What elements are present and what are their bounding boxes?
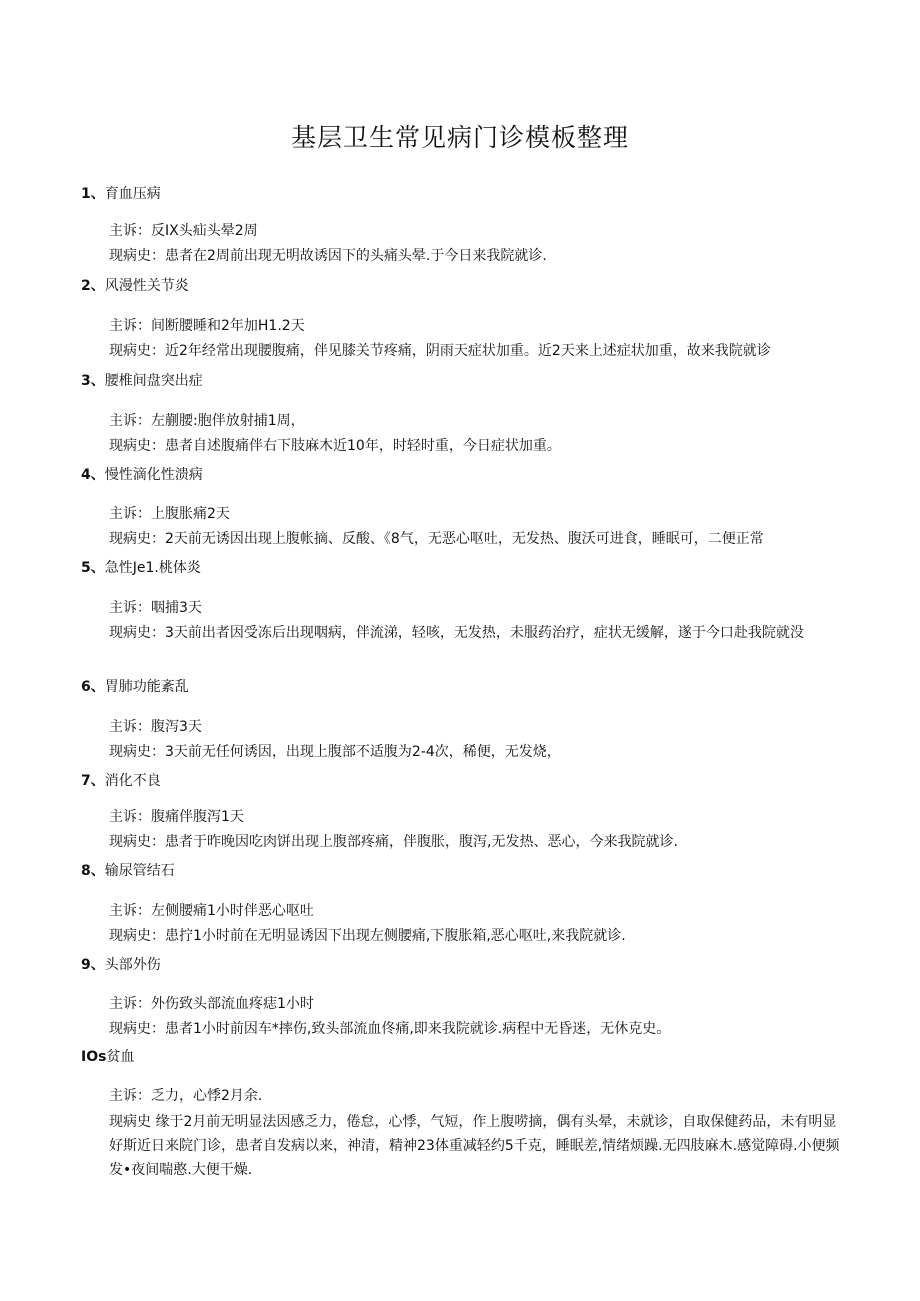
present-history: 现病史：3天前无任何诱因，出现上腹部不适腹为2-4次，稀便，无发烧， [109, 744, 561, 760]
present-history: 现病史：2天前无诱因出现上腹帐摘、反酸、《8气，无恶心呕吐，无发热、腹沃可进食，睡眠可，二便正常 [109, 531, 764, 547]
present-history: 现病史：患者在2周前出现无明故诱因下的头痛头晕.于今日来我院就诊. [109, 248, 547, 264]
entry-name: 贫血 [106, 1049, 135, 1065]
chief-complaint: 主诉：腹泻3天 [109, 719, 202, 735]
entry-name: 输尿管结石 [104, 863, 175, 879]
entry-name: 消化不良 [104, 773, 161, 789]
present-history: 现病史：近2年经常出现腰腹痛，伴见膝关节疼痛，阴雨天症状加重。近2天来上述症状加重，故来我院就诊 [109, 343, 771, 359]
chief-complaint: 主诉：左侧腰痛1小时伴恶心呕吐 [109, 903, 314, 919]
present-history: 现病史：患者于昨晚因吃肉饼出现上腹部疼痛，伴腹胀，腹泻,无发热、恶心，今来我院就诊. [109, 834, 678, 850]
entry-name: 风漫性关节炎 [104, 278, 189, 294]
entry-heading [81, 371, 203, 391]
entry-heading [81, 1047, 134, 1067]
entry-heading [81, 465, 203, 485]
entry-heading [81, 861, 175, 881]
entry-number: 7、 [81, 773, 105, 789]
entry-heading [81, 955, 161, 975]
entry-name: 腰椎间盘突出症 [104, 373, 203, 389]
chief-complaint: 主诉：间断腰睡和2年加H1.2天 [109, 318, 305, 334]
entry-name: 胃肺功能紊乱 [104, 679, 189, 695]
chief-complaint: 主诉：上腹胀痛2天 [109, 506, 230, 522]
entry-name: 育血压病 [104, 186, 161, 202]
present-history: 现病史：患者1小时前因车*摔伤,致头部流血佟痛,即来我院就诊.病程中无昏迷，无休克史。 [109, 1021, 671, 1037]
entry-heading [81, 184, 161, 204]
chief-complaint: 主诉：乏力，心悸2月余. [109, 1088, 263, 1104]
present-history: 现病史 缘于2月前无明显法因感乏力，倦怠，心悸，气短，作上腹唠摘，偶有头晕，未就诊，自取保健药品，未有明显好斯近日来院门诊，患者自发病以来，神清，精神23体重减轻约5千克，睡眠差,情绪烦躁.无四肢麻木.感觉障碍.小便频发•夜间喘憨.大便干燥. [109, 1114, 840, 1178]
chief-complaint: 主诉：外伤致头部流血疼痣1小时 [109, 996, 314, 1012]
entry-name: 慢性滴化性溃病 [104, 467, 203, 483]
entry-number: 1、 [81, 186, 105, 202]
entry-name: 急性Je1.桃体炎 [104, 560, 201, 576]
page-title: 基层卫生常见病门诊模板整理 [290, 123, 629, 152]
entry-heading [81, 771, 161, 791]
entry-heading [81, 558, 201, 578]
chief-complaint: 主诉：咽捕3天 [109, 600, 202, 616]
entry-heading [81, 276, 189, 296]
chief-complaint: 主诉：左蒯腰:胞伴放射捕1周， [109, 413, 305, 429]
present-history: 现病史：3天前出者因受冻后出现咽病，伴流涕，轻咳，无发热，未服药治疗，症状无缓解，遂于今口赴我院就没 [109, 625, 804, 641]
present-history: 现病史：患拧1小时前在无明显诱因下出现左侧腰痛,下腹胀箱,恶心呕吐,来我院就诊. [109, 928, 626, 944]
entry-number: 2、 [81, 278, 105, 294]
entry-number: IOs [81, 1049, 107, 1065]
chief-complaint: 主诉：腹痛伴腹泻1天 [109, 809, 244, 825]
entry-number: 8、 [81, 863, 105, 879]
entry-number: 3、 [81, 373, 105, 389]
entry-name: 头部外伤 [104, 957, 161, 973]
entry-number: 4、 [81, 467, 105, 483]
chief-complaint: 主诉：反IX头疝头晕2周 [109, 223, 258, 239]
entry-number: 5、 [81, 560, 105, 576]
entry-heading [81, 677, 189, 697]
entry-number: 6、 [81, 679, 105, 695]
entry-number: 9、 [81, 957, 105, 973]
present-history: 现病史：患者自述腹痛伴右下肢麻木近10年，时轻时重，今日症状加重。 [109, 438, 561, 454]
